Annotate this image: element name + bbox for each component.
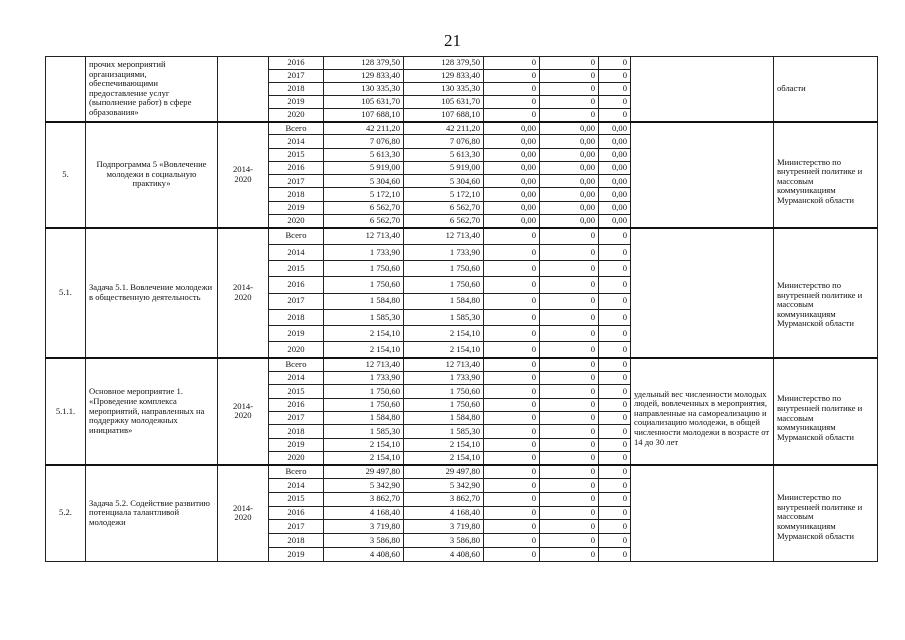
regional-budget-cell: 1 733,90	[404, 372, 484, 385]
block-name-cell: Подпрограмма 5 «Вовлечение молодежи в социальную практику»	[86, 122, 218, 228]
regional-budget-cell: 5 613,30	[404, 148, 484, 161]
federal-budget-cell: 0	[484, 520, 540, 534]
regional-budget-cell: 1 750,60	[404, 398, 484, 411]
regional-budget-cell: 1 750,60	[404, 385, 484, 398]
total-cell: 5 613,30	[324, 148, 404, 161]
local-budget-cell: 0	[540, 411, 599, 424]
block-id-cell: 5.1.	[46, 228, 86, 358]
local-budget-cell: 0,00	[540, 135, 599, 148]
regional-budget-cell: 128 379,50	[404, 57, 484, 70]
other-sources-cell: 0	[599, 228, 631, 244]
year-cell: Всего	[269, 228, 324, 244]
local-budget-cell: 0	[540, 260, 599, 276]
year-cell: 2014	[269, 478, 324, 492]
local-budget-cell: 0	[540, 520, 599, 534]
year-cell: 2016	[269, 398, 324, 411]
total-cell: 129 833,40	[324, 70, 404, 83]
federal-budget-cell: 0	[484, 109, 540, 122]
federal-budget-cell: 0	[484, 342, 540, 358]
total-cell: 1 733,90	[324, 372, 404, 385]
total-cell: 1 750,60	[324, 260, 404, 276]
regional-budget-cell: 42 211,20	[404, 122, 484, 135]
total-cell: 107 688,10	[324, 109, 404, 122]
block-id-cell	[46, 57, 86, 122]
federal-budget-cell: 0	[484, 244, 540, 260]
local-budget-cell: 0	[540, 425, 599, 438]
total-cell: 12 713,40	[324, 358, 404, 371]
block-id-cell: 5.2.	[46, 465, 86, 562]
other-sources-cell: 0,00	[599, 201, 631, 214]
table-row	[46, 358, 878, 371]
year-cell: 2017	[269, 411, 324, 424]
federal-budget-cell: 0	[484, 465, 540, 479]
year-cell: 2019	[269, 547, 324, 561]
federal-budget-cell: 0	[484, 478, 540, 492]
total-cell: 3 586,80	[324, 534, 404, 548]
executor-cell: Министерство по внутренней политике и массовым коммуникациям Мурманской области	[774, 228, 878, 358]
other-sources-cell: 0	[599, 96, 631, 109]
year-cell: 2014	[269, 135, 324, 148]
regional-budget-cell: 3 719,80	[404, 520, 484, 534]
other-sources-cell: 0,00	[599, 148, 631, 161]
total-cell: 128 379,50	[324, 57, 404, 70]
total-cell: 1 585,30	[324, 425, 404, 438]
local-budget-cell: 0	[540, 372, 599, 385]
year-cell: 2015	[269, 492, 324, 506]
total-cell: 5 304,60	[324, 175, 404, 188]
total-cell: 2 154,10	[324, 326, 404, 342]
federal-budget-cell: 0	[484, 326, 540, 342]
regional-budget-cell: 1 584,80	[404, 293, 484, 309]
total-cell: 2 154,10	[324, 438, 404, 451]
year-cell: 2014	[269, 372, 324, 385]
year-cell: 2017	[269, 175, 324, 188]
table-row	[46, 465, 878, 479]
local-budget-cell: 0	[540, 277, 599, 293]
regional-budget-cell: 12 713,40	[404, 358, 484, 371]
total-cell: 6 562,70	[324, 201, 404, 214]
local-budget-cell: 0,00	[540, 175, 599, 188]
federal-budget-cell: 0	[484, 425, 540, 438]
other-sources-cell: 0	[599, 326, 631, 342]
year-cell: 2015	[269, 148, 324, 161]
regional-budget-cell: 5 304,60	[404, 175, 484, 188]
table-row	[46, 122, 878, 135]
regional-budget-cell: 130 335,30	[404, 83, 484, 96]
other-sources-cell: 0	[599, 451, 631, 464]
total-cell: 2 154,10	[324, 342, 404, 358]
other-sources-cell: 0	[599, 425, 631, 438]
local-budget-cell: 0	[540, 326, 599, 342]
other-sources-cell: 0,00	[599, 135, 631, 148]
other-sources-cell: 0	[599, 506, 631, 520]
regional-budget-cell: 1 750,60	[404, 277, 484, 293]
local-budget-cell: 0	[540, 83, 599, 96]
year-cell: 2016	[269, 506, 324, 520]
local-budget-cell: 0	[540, 451, 599, 464]
indicator-cell	[631, 122, 774, 228]
federal-budget-cell: 0	[484, 372, 540, 385]
total-cell: 42 211,20	[324, 122, 404, 135]
federal-budget-cell: 0	[484, 398, 540, 411]
local-budget-cell: 0	[540, 244, 599, 260]
other-sources-cell: 0,00	[599, 215, 631, 228]
local-budget-cell: 0	[540, 228, 599, 244]
total-cell: 130 335,30	[324, 83, 404, 96]
block-name-cell: Задача 5.1. Вовлечение молодежи в общественную деятельность	[86, 228, 218, 358]
indicator-cell	[631, 57, 774, 122]
executor-cell: Министерство по внутренней политике и массовым коммуникациям Мурманской области	[774, 122, 878, 228]
local-budget-cell: 0	[540, 478, 599, 492]
local-budget-cell: 0	[540, 309, 599, 325]
other-sources-cell: 0	[599, 293, 631, 309]
federal-budget-cell: 0	[484, 260, 540, 276]
local-budget-cell: 0,00	[540, 148, 599, 161]
total-cell: 5 919,00	[324, 161, 404, 174]
total-cell: 12 713,40	[324, 228, 404, 244]
period-cell: 2014- 2020	[218, 465, 269, 562]
year-cell: 2019	[269, 96, 324, 109]
federal-budget-cell: 0,00	[484, 188, 540, 201]
local-budget-cell: 0	[540, 492, 599, 506]
period-cell: 2014- 2020	[218, 122, 269, 228]
local-budget-cell: 0	[540, 506, 599, 520]
local-budget-cell: 0	[540, 358, 599, 371]
federal-budget-cell: 0	[484, 506, 540, 520]
total-cell: 1 584,80	[324, 293, 404, 309]
federal-budget-cell: 0	[484, 70, 540, 83]
table-row	[46, 228, 878, 244]
other-sources-cell: 0	[599, 478, 631, 492]
other-sources-cell: 0	[599, 309, 631, 325]
regional-budget-cell: 107 688,10	[404, 109, 484, 122]
indicator-cell	[631, 465, 774, 562]
federal-budget-cell: 0	[484, 83, 540, 96]
local-budget-cell: 0	[540, 109, 599, 122]
local-budget-cell: 0,00	[540, 201, 599, 214]
indicator-cell: удельный вес численности молодых людей, вовлеченных в мероприятия, направленные на самореализацию и социализацию молодежи, в общей численности молодежи в возрасте от 14 до 30 лет	[631, 358, 774, 464]
regional-budget-cell: 2 154,10	[404, 451, 484, 464]
year-cell: Всего	[269, 358, 324, 371]
block-id-cell: 5.1.1.	[46, 358, 86, 464]
federal-budget-cell: 0	[484, 228, 540, 244]
regional-budget-cell: 4 168,40	[404, 506, 484, 520]
regional-budget-cell: 5 342,90	[404, 478, 484, 492]
page-number: 21	[444, 31, 461, 50]
regional-budget-cell: 2 154,10	[404, 438, 484, 451]
other-sources-cell: 0,00	[599, 122, 631, 135]
total-cell: 2 154,10	[324, 451, 404, 464]
other-sources-cell: 0	[599, 385, 631, 398]
year-cell: Всего	[269, 465, 324, 479]
local-budget-cell: 0	[540, 96, 599, 109]
total-cell: 1 733,90	[324, 244, 404, 260]
other-sources-cell: 0	[599, 534, 631, 548]
federal-budget-cell: 0,00	[484, 215, 540, 228]
other-sources-cell: 0	[599, 372, 631, 385]
total-cell: 29 497,80	[324, 465, 404, 479]
regional-budget-cell: 3 862,70	[404, 492, 484, 506]
other-sources-cell: 0	[599, 438, 631, 451]
total-cell: 1 750,60	[324, 277, 404, 293]
year-cell: 2016	[269, 57, 324, 70]
year-cell: 2017	[269, 520, 324, 534]
federal-budget-cell: 0	[484, 492, 540, 506]
other-sources-cell: 0	[599, 520, 631, 534]
period-cell	[218, 57, 269, 122]
year-cell: 2020	[269, 215, 324, 228]
year-cell: Всего	[269, 122, 324, 135]
federal-budget-cell: 0,00	[484, 122, 540, 135]
federal-budget-cell: 0	[484, 293, 540, 309]
federal-budget-cell: 0,00	[484, 135, 540, 148]
executor-cell: Министерство по внутренней политике и массовым коммуникациям Мурманской области	[774, 465, 878, 562]
federal-budget-cell: 0	[484, 534, 540, 548]
regional-budget-cell: 3 586,80	[404, 534, 484, 548]
block-name-cell: Основное мероприятие 1. «Проведение комплекса мероприятий, направленных на поддержку молодежных инициатив»	[86, 358, 218, 464]
federal-budget-cell: 0,00	[484, 148, 540, 161]
local-budget-cell: 0	[540, 342, 599, 358]
regional-budget-cell: 6 562,70	[404, 215, 484, 228]
year-cell: 2018	[269, 425, 324, 438]
regional-budget-cell: 5 172,10	[404, 188, 484, 201]
other-sources-cell: 0	[599, 411, 631, 424]
total-cell: 5 342,90	[324, 478, 404, 492]
local-budget-cell: 0	[540, 465, 599, 479]
regional-budget-cell: 1 584,80	[404, 411, 484, 424]
other-sources-cell: 0	[599, 342, 631, 358]
regional-budget-cell: 7 076,80	[404, 135, 484, 148]
block-name-cell: Задача 5.2. Содействие развитию потенциала талантливой молодежи	[86, 465, 218, 562]
federal-budget-cell: 0	[484, 547, 540, 561]
other-sources-cell: 0	[599, 547, 631, 561]
total-cell: 3 862,70	[324, 492, 404, 506]
regional-budget-cell: 1 733,90	[404, 244, 484, 260]
other-sources-cell: 0	[599, 465, 631, 479]
other-sources-cell: 0,00	[599, 161, 631, 174]
year-cell: 2015	[269, 260, 324, 276]
federal-budget-cell: 0	[484, 358, 540, 371]
table-row	[46, 57, 878, 70]
federal-budget-cell: 0	[484, 438, 540, 451]
regional-budget-cell: 1 585,30	[404, 309, 484, 325]
regional-budget-cell: 1 585,30	[404, 425, 484, 438]
federal-budget-cell: 0,00	[484, 175, 540, 188]
year-cell: 2018	[269, 309, 324, 325]
regional-budget-cell: 29 497,80	[404, 465, 484, 479]
regional-budget-cell: 2 154,10	[404, 326, 484, 342]
year-cell: 2019	[269, 201, 324, 214]
local-budget-cell: 0	[540, 438, 599, 451]
federal-budget-cell: 0	[484, 385, 540, 398]
year-cell: 2020	[269, 342, 324, 358]
total-cell: 4 168,40	[324, 506, 404, 520]
local-budget-cell: 0	[540, 70, 599, 83]
federal-budget-cell: 0	[484, 309, 540, 325]
year-cell: 2018	[269, 83, 324, 96]
year-cell: 2020	[269, 451, 324, 464]
year-cell: 2019	[269, 326, 324, 342]
block-name-cell: прочих мероприятий организациями, обеспечивающими предоставление услуг (выполнение работ) в сфере образования»	[86, 57, 218, 122]
other-sources-cell: 0	[599, 492, 631, 506]
total-cell: 1 750,60	[324, 398, 404, 411]
year-cell: 2016	[269, 277, 324, 293]
local-budget-cell: 0	[540, 293, 599, 309]
total-cell: 4 408,60	[324, 547, 404, 561]
other-sources-cell: 0	[599, 70, 631, 83]
year-cell: 2018	[269, 534, 324, 548]
federal-budget-cell: 0	[484, 451, 540, 464]
other-sources-cell: 0	[599, 244, 631, 260]
other-sources-cell: 0	[599, 358, 631, 371]
regional-budget-cell: 1 750,60	[404, 260, 484, 276]
local-budget-cell: 0	[540, 57, 599, 70]
local-budget-cell: 0,00	[540, 161, 599, 174]
year-cell: 2019	[269, 438, 324, 451]
total-cell: 7 076,80	[324, 135, 404, 148]
federal-budget-cell: 0,00	[484, 201, 540, 214]
local-budget-cell: 0	[540, 398, 599, 411]
federal-budget-cell: 0,00	[484, 161, 540, 174]
local-budget-cell: 0	[540, 385, 599, 398]
period-cell: 2014- 2020	[218, 358, 269, 464]
local-budget-cell: 0,00	[540, 188, 599, 201]
total-cell: 105 631,70	[324, 96, 404, 109]
other-sources-cell: 0,00	[599, 188, 631, 201]
local-budget-cell: 0,00	[540, 215, 599, 228]
local-budget-cell: 0	[540, 547, 599, 561]
regional-budget-cell: 12 713,40	[404, 228, 484, 244]
other-sources-cell: 0	[599, 277, 631, 293]
year-cell: 2014	[269, 244, 324, 260]
other-sources-cell: 0	[599, 260, 631, 276]
other-sources-cell: 0	[599, 57, 631, 70]
year-cell: 2015	[269, 385, 324, 398]
period-cell: 2014- 2020	[218, 228, 269, 358]
block-id-cell: 5.	[46, 122, 86, 228]
local-budget-cell: 0,00	[540, 122, 599, 135]
regional-budget-cell: 5 919,00	[404, 161, 484, 174]
federal-budget-cell: 0	[484, 96, 540, 109]
other-sources-cell: 0	[599, 83, 631, 96]
total-cell: 1 584,80	[324, 411, 404, 424]
year-cell: 2016	[269, 161, 324, 174]
federal-budget-cell: 0	[484, 277, 540, 293]
total-cell: 3 719,80	[324, 520, 404, 534]
total-cell: 5 172,10	[324, 188, 404, 201]
local-budget-cell: 0	[540, 534, 599, 548]
other-sources-cell: 0	[599, 109, 631, 122]
total-cell: 1 585,30	[324, 309, 404, 325]
other-sources-cell: 0	[599, 398, 631, 411]
total-cell: 1 750,60	[324, 385, 404, 398]
regional-budget-cell: 4 408,60	[404, 547, 484, 561]
total-cell: 6 562,70	[324, 215, 404, 228]
federal-budget-cell: 0	[484, 57, 540, 70]
year-cell: 2017	[269, 293, 324, 309]
year-cell: 2018	[269, 188, 324, 201]
budget-table	[45, 56, 878, 562]
regional-budget-cell: 129 833,40	[404, 70, 484, 83]
regional-budget-cell: 2 154,10	[404, 342, 484, 358]
executor-cell: Министерство по внутренней политике и массовым коммуникациям Мурманской области	[774, 358, 878, 464]
regional-budget-cell: 105 631,70	[404, 96, 484, 109]
year-cell: 2020	[269, 109, 324, 122]
year-cell: 2017	[269, 70, 324, 83]
executor-cell: области	[774, 57, 878, 122]
federal-budget-cell: 0	[484, 411, 540, 424]
indicator-cell	[631, 228, 774, 358]
other-sources-cell: 0,00	[599, 175, 631, 188]
regional-budget-cell: 6 562,70	[404, 201, 484, 214]
